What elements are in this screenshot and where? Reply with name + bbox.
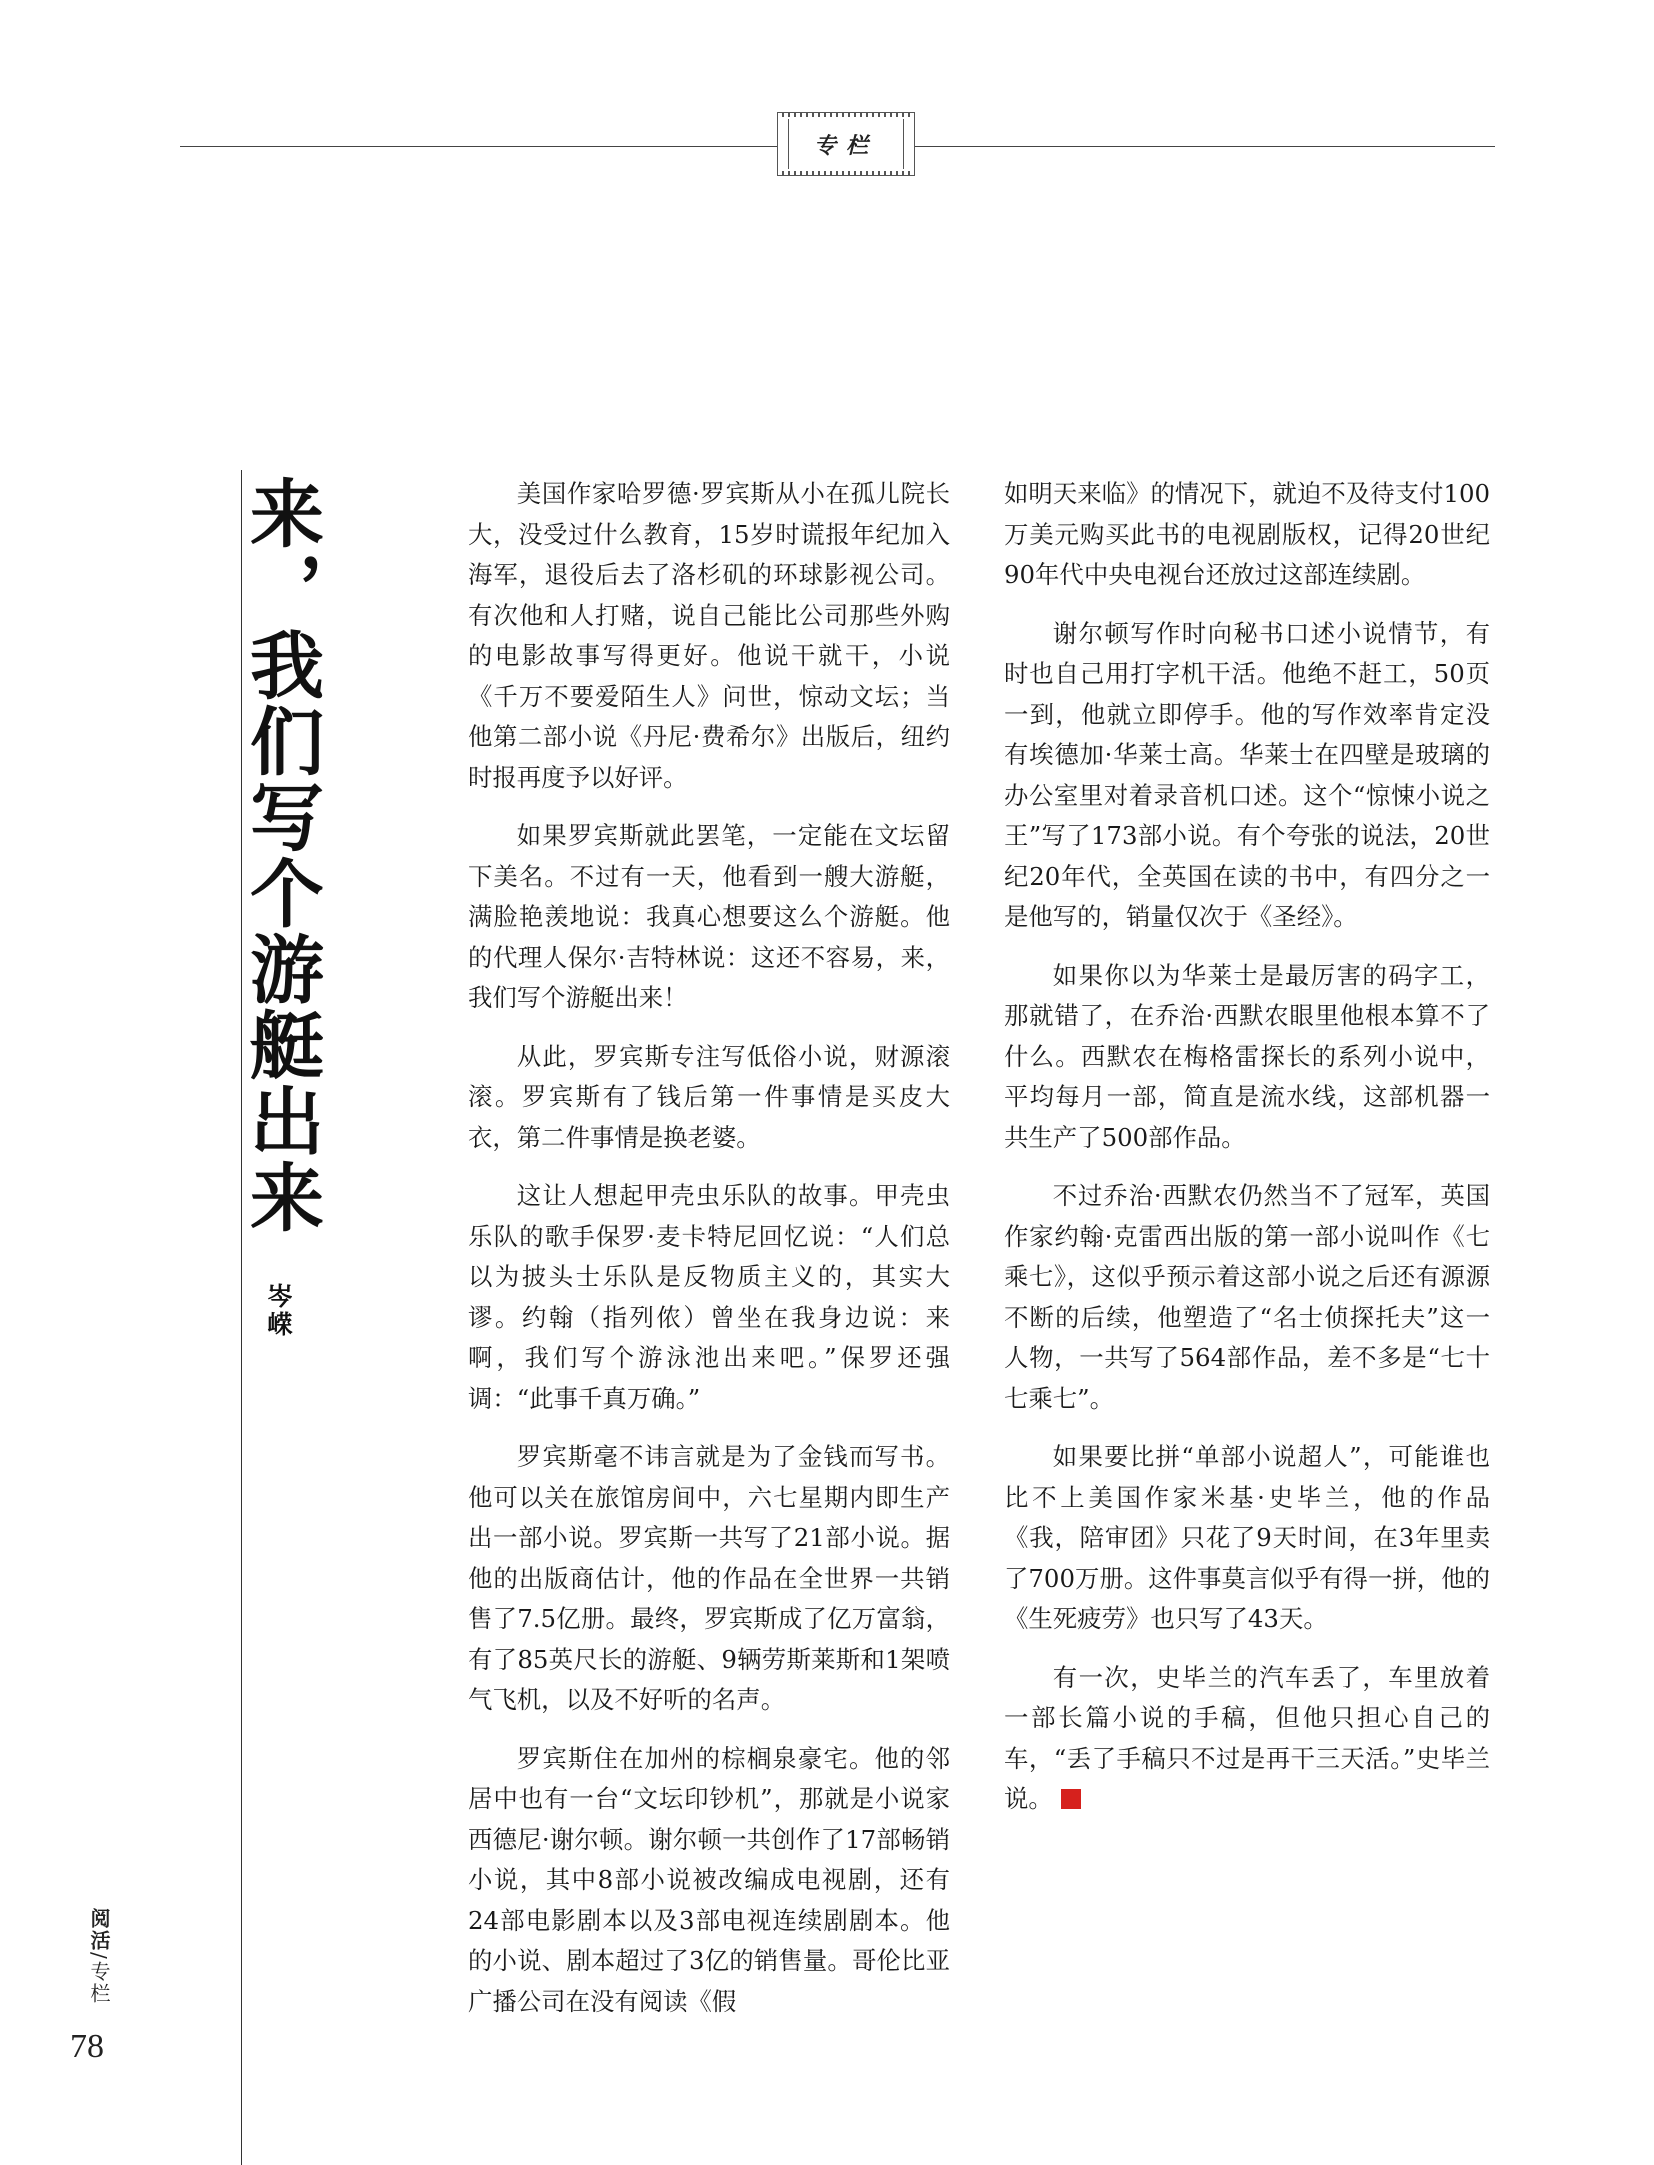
header-rule-right (915, 146, 1495, 147)
paragraph: 如果你以为华莱士是最厉害的码字工，那就错了，在乔治·西默农眼里他根本算不了什么。西默农在梅格雷探长的系列小说中，平均每月一部，简直是流水线，这部机器一共生产了500部作品。 (1004, 960, 1490, 1152)
body-column-left (468, 474, 950, 2040)
body-column-right (1004, 474, 1490, 1838)
article-title: 来，我们写个游艇出来 (238, 475, 324, 1235)
tag-frame-ornament-top (782, 112, 910, 117)
final-paragraph-text: 有一次，史毕兰的汽车丢了，车里放着一部长篇小说的手稿，但他只担心自己的车，“丢了手稿只不过是再干三天活。”史毕兰说。 (1004, 1662, 1490, 1813)
magazine-name: 阅活 (87, 1908, 111, 1952)
paragraph: 罗宾斯毫不讳言就是为了金钱而写书。他可以关在旅馆房间中，六七星期内即生产出一部小说。罗宾斯一共写了21部小说。据他的出版商估计，他的作品在全世界一共销售了7.5亿册。最终，罗宾斯成了亿万富翁，有了85英尺长的游艇、9辆劳斯莱斯和1架喷气飞机，以及不好听的名声。 (468, 1442, 950, 1714)
footer-section: 专栏 (87, 1960, 111, 2005)
footer-separator: / (87, 1952, 111, 1961)
section-tag-frame (777, 112, 915, 176)
paragraph: 如果要比拼“单部小说超人”，可能谁也比不上美国作家米基·史毕兰，他的作品《我，陪审团》只花了9天时间，在3年里卖了700万册。这件事莫言似乎有得一拼，他的《生死疲劳》也只写了43天。 (1004, 1442, 1490, 1633)
paragraph: 谢尔顿写作时向秘书口述小说情节，有时也自己用打字机干活。他绝不赶工，50页一到，他就立即停手。他的写作效率肯定没有埃德加·华莱士高。华莱士在四壁是玻璃的办公室里对着录音机口述。这个“惊悚小说之王”写了173部小说。有个夸张的说法，20世纪20年代，全英国在读的书中，有四分之一是他写的，销量仅次于《圣经》。 (1004, 618, 1490, 931)
paragraph-continuation: 如明天来临》的情况下，就迫不及待支付100万美元购买此书的电视剧版权，记得20世纪90年代中央电视台还放过这部连续剧。 (1004, 479, 1490, 589)
footer-section-label (74, 1908, 114, 2005)
paragraph: 不过乔治·西默农仍然当不了冠军，英国作家约翰·克雷西出版的第一部小说叫作《七乘七》，这似乎预示着这部小说之后还有源源不断的后续，他塑造了“名士侦探托夫”这一人物，一共写了564部作品，差不多是“七十七乘七”。 (1004, 1181, 1490, 1413)
section-tag: 专栏 (813, 133, 878, 159)
paragraph: 罗宾斯住在加州的棕榈泉豪宅。他的邻居中也有一台“文坛印钞机”，那就是小说家西德尼·谢尔顿。谢尔顿一共创作了17部畅销小说，其中8部小说被改编成电视剧，还有24部电影剧本以及3部电视连续剧剧本。他的小说、剧本超过了3亿的销售量。哥伦比亚广播公司在没有阅读《假 (468, 1743, 950, 2016)
paragraph: 这让人想起甲壳虫乐队的故事。甲壳虫乐队的歌手保罗·麦卡特尼回忆说：“人们总以为披头士乐队是反物质主义的，其实大谬。约翰（指列侬）曾坐在我身边说：来啊，我们写个游泳池出来吧。”保罗还强调：“此事千真万确。” (468, 1181, 950, 1413)
article-author: 岑嵘 (264, 1283, 293, 1339)
page-number: 78 (70, 2028, 104, 2065)
paragraph: 美国作家哈罗德·罗宾斯从小在孤儿院长大，没受过什么教育，15岁时谎报年纪加入海军，退役后去了洛杉矶的环球影视公司。有次他和人打赌，说自己能比公司那些外购的电影故事写得更好。他说干就干，小说《千万不要爱陌生人》问世，惊动文坛；当他第二部小说《丹尼·费希尔》出版后，纽约时报再度予以好评。 (468, 479, 950, 792)
end-mark-icon (1061, 1789, 1081, 1809)
tag-frame-ornament-bottom (782, 171, 910, 176)
final-paragraph (1004, 1658, 1490, 1820)
paragraph: 如果罗宾斯就此罢笔，一定能在文坛留下美名。不过有一天，他看到一艘大游艇，满脸艳羡地说：我真心想要这么个游艇。他的代理人保尔·吉特林说：这还不容易，来，我们写个游艇出来！ (468, 821, 950, 1012)
header-rule-left (180, 146, 777, 147)
paragraph: 从此，罗宾斯专注写低俗小说，财源滚滚。罗宾斯有了钱后第一件事情是买皮大衣，第二件事情是换老婆。 (468, 1041, 950, 1152)
